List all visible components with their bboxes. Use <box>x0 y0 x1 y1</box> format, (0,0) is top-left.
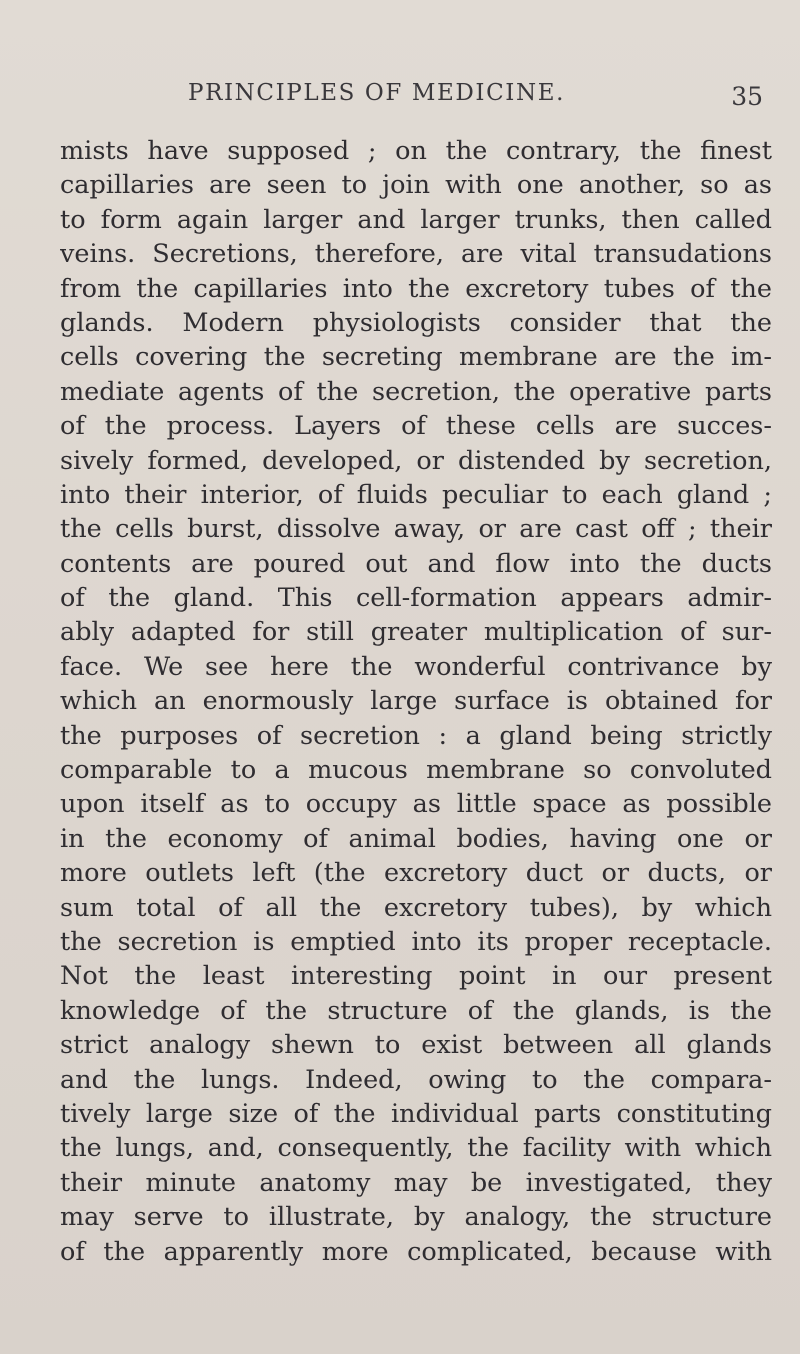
text-line: to form again larger and larger trunks, then called <box>60 204 772 235</box>
text-line: their minute anatomy may be investigated, they <box>60 1167 772 1198</box>
text-line: tively large size of the individual parts constituting <box>60 1098 772 1129</box>
text-line: the purposes of secretion : a gland being strictly <box>60 720 772 751</box>
text-line: capillaries are seen to join with one another, so as <box>60 170 772 201</box>
running-head <box>188 80 778 120</box>
text-line: of the apparently more complicated, because with <box>60 1236 772 1267</box>
text-line: Not the least interesting point in our present <box>60 961 772 992</box>
text-line: ably adapted for still greater multiplication of sur- <box>60 617 772 648</box>
text-line: of the process. Layers of these cells are succes- <box>60 411 772 442</box>
text-line: the cells burst, dissolve away, or are cast off ; their <box>60 514 772 545</box>
text-line: comparable to a mucous membrane so convoluted <box>60 755 772 786</box>
text-line: glands. Modern physiologists consider that the <box>60 307 772 338</box>
text-line: sively formed, developed, or distended by secretion, <box>60 445 772 476</box>
text-line: may serve to illustrate, by analogy, the structure <box>60 1202 772 1233</box>
text-line: upon itself as to occupy as little space as possible <box>60 789 772 820</box>
text-line: mediate agents of the secretion, the operative parts <box>60 376 772 407</box>
text-line: strict analogy shewn to exist between all glands <box>60 1030 772 1061</box>
body-text <box>60 134 772 1269</box>
text-line: face. We see here the wonderful contrivance by <box>60 651 772 682</box>
text-line: from the capillaries into the excretory tubes of the <box>60 273 772 304</box>
text-line: more outlets left (the excretory duct or ducts, or <box>60 858 772 889</box>
text-line: contents are poured out and flow into the ducts <box>60 548 772 579</box>
text-line: mists have supposed ; on the contrary, the finest <box>60 136 772 166</box>
text-line: sum total of all the excretory tubes), by which <box>60 892 772 923</box>
text-line: of the gland. This cell-formation appears admir- <box>60 583 772 614</box>
text-line: which an enormously large surface is obtained for <box>60 686 772 717</box>
page-number: 35 <box>731 82 763 111</box>
text-line: into their interior, of fluids peculiar to each gland ; <box>60 479 772 510</box>
text-line: cells covering the secreting membrane are the im- <box>60 342 772 373</box>
text-line: and the lungs. Indeed, owing to the compara- <box>60 1064 772 1095</box>
text-line: the secretion is emptied into its proper receptacle. <box>60 926 772 957</box>
header-title: PRINCIPLES OF MEDICINE. <box>188 80 565 106</box>
text-line: knowledge of the structure of the glands, is the <box>60 995 772 1026</box>
text-line: the lungs, and, consequently, the facility with which <box>60 1133 772 1164</box>
text-line: in the economy of animal bodies, having one or <box>60 823 772 854</box>
text-line: veins. Secretions, therefore, are vital transudations <box>60 239 772 270</box>
